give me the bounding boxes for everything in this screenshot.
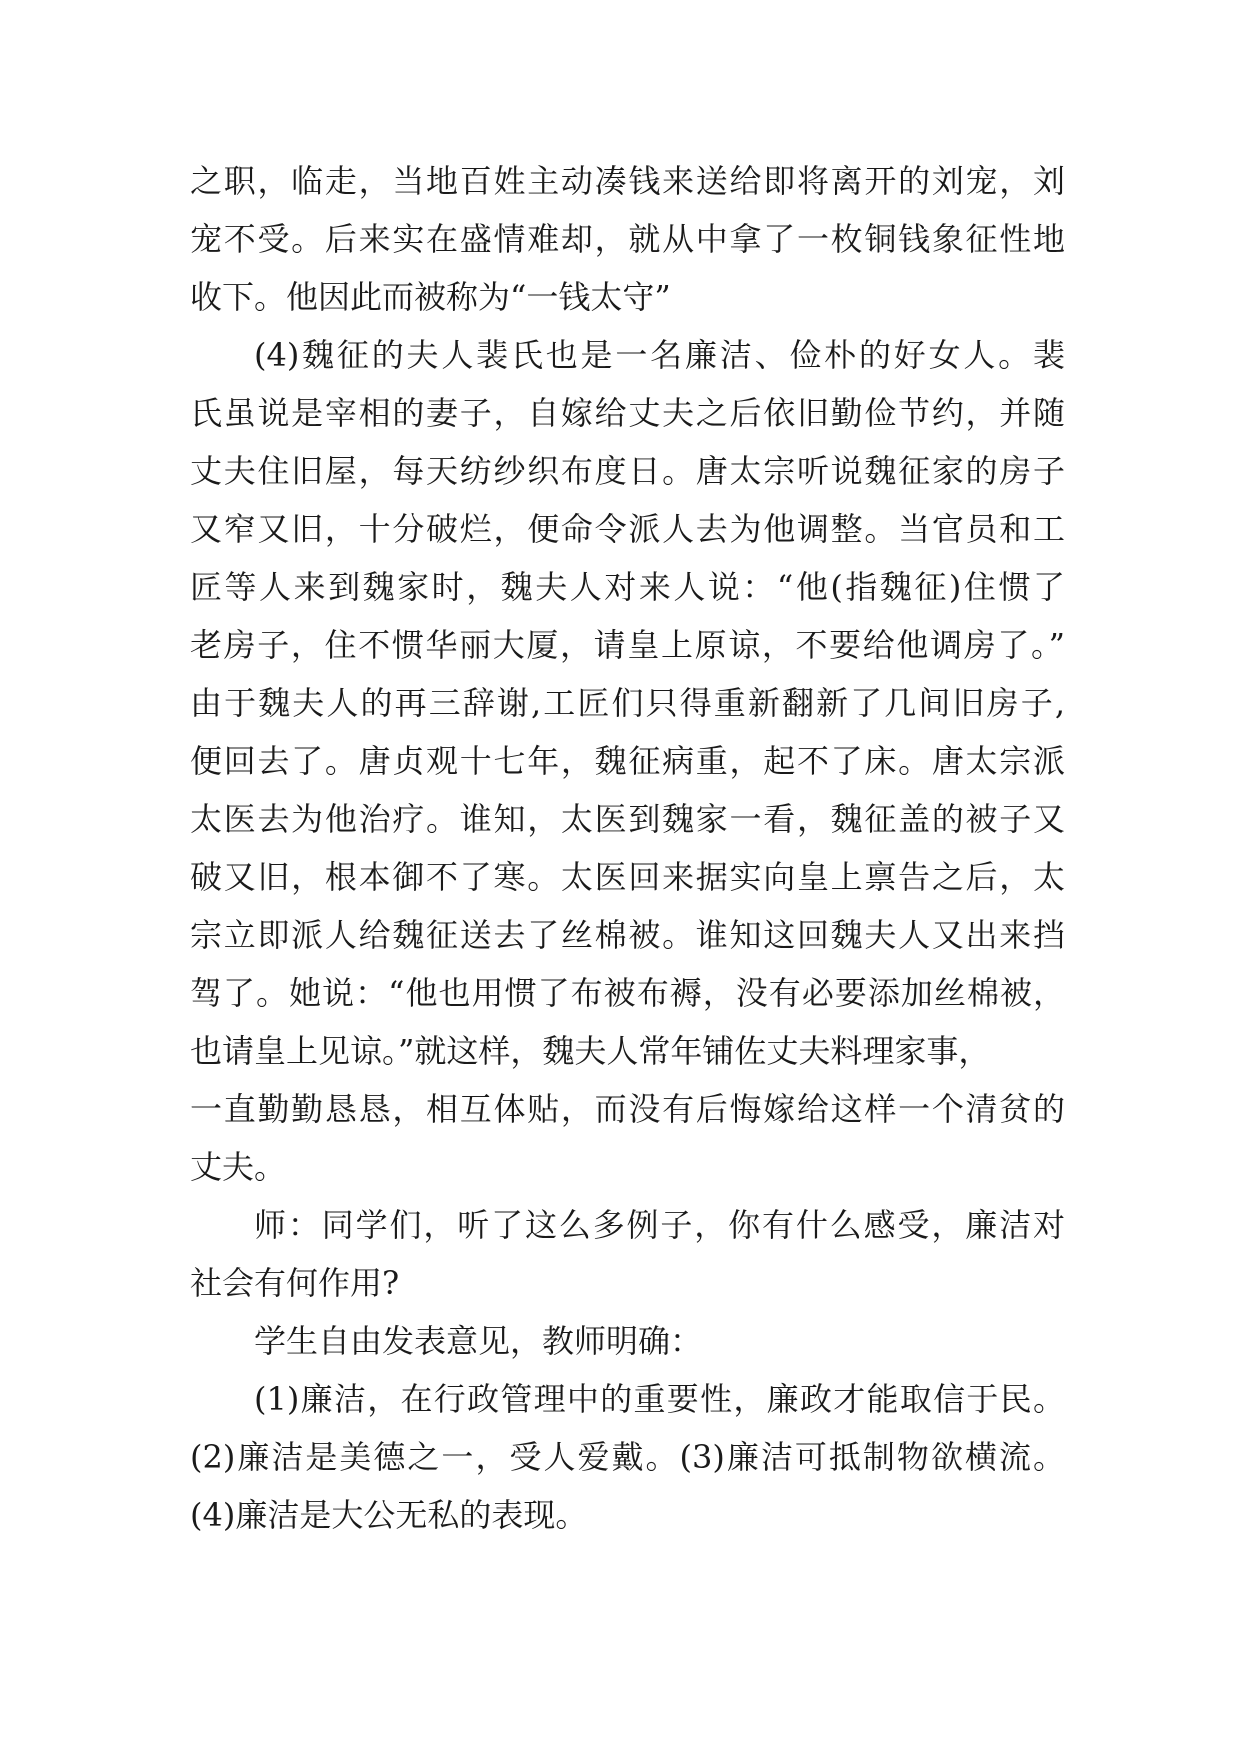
- text-line: 学生自由发表意见，教师明确：: [254, 1322, 703, 1360]
- text-line: (2)廉洁是美德之一，受人爱戴。(3)廉洁可抵制物欲横流。: [190, 1438, 1065, 1476]
- text-line: 太医去为他治疗。谁知，太医到魏家一看，魏征盖的被子又: [190, 800, 1065, 838]
- document-body: [190, 152, 1065, 1544]
- text-line: 驾了。她说：“他也用惯了布被布褥，没有必要添加丝棉被，: [190, 974, 1065, 1012]
- text-line: 师：同学们，听了这么多例子，你有什么感受，廉洁对: [254, 1206, 1065, 1244]
- text-line: 丈夫。: [190, 1148, 287, 1186]
- text-line: (1)廉洁，在行政管理中的重要性，廉政才能取信于民。: [254, 1380, 1065, 1418]
- paragraph: [190, 1312, 1065, 1370]
- text-line: 匠等人来到魏家时，魏夫人对来人说：“他(指魏征)住惯了: [190, 568, 1065, 606]
- text-line: 氏虽说是宰相的妻子，自嫁给丈夫之后依旧勤俭节约，并随: [190, 394, 1065, 432]
- text-line: 便回去了。唐贞观十七年，魏征病重，起不了床。唐太宗派: [190, 742, 1065, 780]
- text-line: 社会有何作用?: [190, 1264, 400, 1302]
- text-line: 又窄又旧，十分破烂，便命令派人去为他调整。当官员和工: [190, 510, 1065, 548]
- text-line: 破又旧，根本御不了寒。太医回来据实向皇上禀告之后，太: [190, 858, 1065, 896]
- text-line: 也请皇上见谅。”就这样，魏夫人常年铺佐丈夫料理家事，: [190, 1032, 991, 1070]
- paragraph: [190, 152, 1065, 326]
- text-line: 之职，临走，当地百姓主动凑钱来送给即将离开的刘宠，刘: [190, 162, 1065, 200]
- text-line: 收下。他因此而被称为“一钱太守”: [190, 278, 671, 316]
- text-line: 由于魏夫人的再三辞谢,工匠们只得重新翻新了几间旧房子,: [190, 684, 1065, 722]
- paragraph: [190, 1370, 1065, 1544]
- text-line: 一直勤勤恳恳，相互体贴，而没有后悔嫁给这样一个清贫的: [190, 1090, 1065, 1128]
- paragraph: [190, 326, 1065, 1196]
- text-line: 宠不受。后来实在盛情难却，就从中拿了一枚铜钱象征性地: [190, 220, 1065, 258]
- text-line: 丈夫住旧屋，每天纺纱织布度日。唐太宗听说魏征家的房子: [190, 452, 1065, 490]
- text-line: 老房子，住不惯华丽大厦，请皇上原谅，不要给他调房了。”: [190, 626, 1065, 664]
- paragraph: [190, 1196, 1065, 1312]
- text-line: 宗立即派人给魏征送去了丝棉被。谁知这回魏夫人又出来挡: [190, 916, 1065, 954]
- text-line: (4)廉洁是大公无私的表现。: [190, 1496, 588, 1534]
- text-line: (4)魏征的夫人裴氏也是一名廉洁、俭朴的好女人。裴: [254, 336, 1065, 374]
